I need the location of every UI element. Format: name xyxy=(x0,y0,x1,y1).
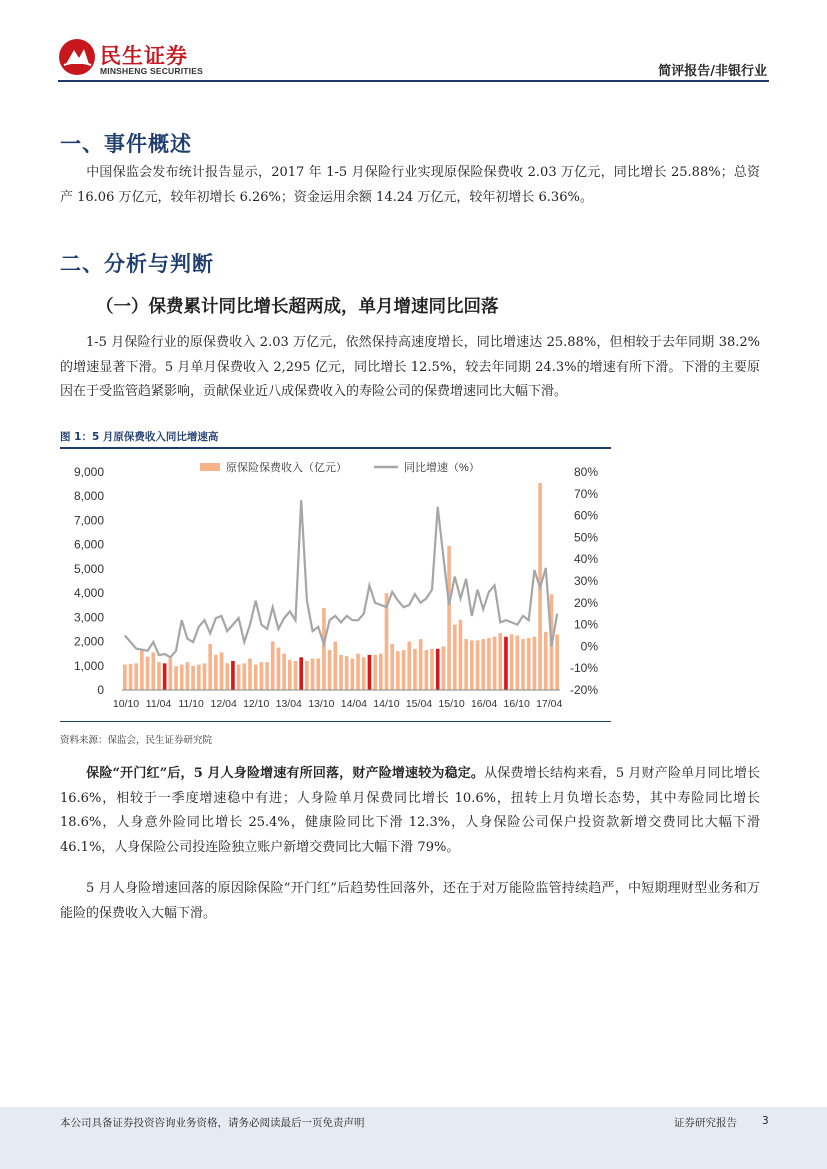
left-axis xyxy=(74,465,104,697)
left-axis-tick-label: 6,000 xyxy=(73,537,104,552)
premium-bar xyxy=(390,644,394,690)
x-axis-tick-label: 12/04 xyxy=(210,698,237,710)
premium-bar xyxy=(311,659,315,690)
premium-bar xyxy=(430,649,434,690)
premium-bar xyxy=(123,665,127,690)
premium-bar xyxy=(533,637,537,690)
premium-bar xyxy=(169,659,173,690)
right-axis xyxy=(570,465,598,697)
premium-bar xyxy=(231,661,235,690)
premium-bar xyxy=(237,665,241,690)
premium-bar xyxy=(191,666,195,690)
premium-bar xyxy=(322,608,326,690)
premium-bar xyxy=(129,664,133,690)
right-axis-tick-label: 0% xyxy=(580,639,598,654)
premium-bar xyxy=(368,655,372,690)
brand-name-en: MINSHENG SECURITIES xyxy=(100,66,203,76)
right-axis-tick-label: 10% xyxy=(573,617,598,632)
premium-bar xyxy=(316,659,320,690)
premium-bar xyxy=(527,638,531,690)
premium-bar xyxy=(379,654,383,690)
premium-bar xyxy=(504,637,508,690)
premium-bar xyxy=(328,650,332,690)
premium-bar xyxy=(254,665,258,690)
brand-logo xyxy=(58,38,218,82)
chart-legend xyxy=(200,460,480,474)
premium-bar xyxy=(282,654,286,690)
premium-bar xyxy=(362,657,366,690)
premium-bar xyxy=(271,642,275,690)
right-axis-tick-label: 20% xyxy=(573,595,598,610)
premium-bar xyxy=(203,663,207,690)
x-axis-tick-label: 10/10 xyxy=(112,698,140,710)
premium-growth-chart xyxy=(60,452,611,718)
x-axis xyxy=(113,690,563,710)
right-axis-tick-label: 40% xyxy=(573,552,598,567)
x-axis-tick-label: 12/10 xyxy=(243,698,270,710)
figure-title: 图 1：5 月原保费收入同比增速高 xyxy=(60,431,219,443)
premium-bar xyxy=(288,660,292,690)
left-axis-tick-label: 7,000 xyxy=(73,513,104,528)
right-axis-tick-label: 60% xyxy=(573,508,598,523)
premium-bar xyxy=(174,666,178,690)
subsection-1-title: （一）保费累计同比增长超两成，单月增速同比回落 xyxy=(96,297,499,317)
premium-bar xyxy=(470,640,474,690)
right-axis-tick-label: 70% xyxy=(573,486,598,501)
legend-premium-label: 原保险保费收入（亿元） xyxy=(226,462,347,474)
premium-bar xyxy=(208,644,212,690)
x-axis-tick-label: 11/10 xyxy=(178,698,204,710)
x-axis-tick-label: 15/04 xyxy=(405,698,433,710)
premium-bar xyxy=(180,665,184,690)
premium-bar xyxy=(407,642,411,690)
legend-growth-label: 同比增速（%） xyxy=(404,462,480,474)
premium-bar xyxy=(481,639,485,690)
premium-bar xyxy=(134,663,138,690)
footer-label: 证券研究报告 xyxy=(674,1117,737,1129)
premium-bar xyxy=(555,634,559,690)
premium-bar xyxy=(516,636,520,691)
section-1-title: 一、事件概述 xyxy=(60,132,192,156)
x-axis-tick-label: 16/10 xyxy=(503,698,530,710)
footer-disclaimer: 本公司具备证券投资咨询业务资格，请务必阅读最后一页免责声明 xyxy=(60,1117,365,1129)
section-1-text: 中国保监会发布统计报告显示，2017 年 1-5 月保险行业实现原保险保费收 2.03 万亿元，同比增长 25.88%；总资产 16.06 万亿元，较年初增长 6.26%；资金运用余额 14.24 万亿元，较年初增长 6.36%。 xyxy=(60,165,760,205)
premium-bar xyxy=(294,661,298,690)
x-axis-tick-label: 13/04 xyxy=(275,698,302,710)
figure-source: 资料来源：保监会，民生证券研究院 xyxy=(60,735,213,746)
x-axis-tick-label: 13/10 xyxy=(308,698,335,710)
left-axis-tick-label: 2,000 xyxy=(73,634,104,649)
legend-bar-swatch xyxy=(200,463,220,471)
x-axis-tick-label: 16/04 xyxy=(470,698,498,710)
premium-bar xyxy=(248,659,252,690)
premium-bar xyxy=(493,637,497,690)
brand-name-cn: 民生证券 xyxy=(100,44,188,68)
page-header xyxy=(0,0,827,84)
premium-bar xyxy=(419,639,423,690)
x-axis-tick-label: 14/10 xyxy=(373,698,400,710)
right-axis-tick-label: -10% xyxy=(569,661,598,676)
premium-bar xyxy=(510,634,514,690)
premium-bar xyxy=(186,662,190,690)
premium-bar xyxy=(339,655,343,690)
figure-top-rule xyxy=(60,447,611,449)
premium-bar xyxy=(453,625,457,690)
section-1-paragraph xyxy=(60,161,760,210)
header-divider xyxy=(58,80,769,82)
paragraph-2-lead: 保险“开门红”后，5 月人身险增速有所回落，财产险增速较为稳定。 xyxy=(86,766,485,781)
premium-bar xyxy=(299,657,303,690)
premium-bar xyxy=(521,639,525,690)
minsheng-logo-icon xyxy=(58,38,96,76)
premium-bar xyxy=(163,663,167,690)
paragraph-3-text: 5 月人身险增速回落的原因除保险“开门红”后趋势性回落外，还在于对万能险监管持续趋严，中短期理财型业务和万能险的保费收入大幅下滑。 xyxy=(60,881,760,921)
paragraph-2-text: 从保费增长结构来看，5 月财产险单月同比增长 16.6%，相较于一季度增速稳中有进；人身险单月保费同比增长 10.6%，扭转上月负增长态势，其中寿险同比增长 18.6%，人身意外险同比增长 25.4%，健康险同比下滑 12.3%，人身保险公司保户投资款新增交费同比大幅下滑 46.1%，人身保险公司投连险独立账户新增交费同比大幅下滑 79%。 xyxy=(60,766,760,855)
premium-bar xyxy=(260,662,264,690)
subsection-1-paragraph-2 xyxy=(60,762,760,860)
premium-bar xyxy=(425,650,429,690)
premium-bar xyxy=(265,662,269,690)
premium-bar xyxy=(476,640,480,690)
right-axis-tick-label: 50% xyxy=(573,530,598,545)
right-axis-tick-label: 30% xyxy=(573,574,598,588)
premium-bar xyxy=(447,546,451,690)
subsection-1-paragraph xyxy=(60,331,760,405)
premium-bar xyxy=(487,638,491,690)
subsection-1-paragraph-3 xyxy=(60,877,760,926)
premium-bar xyxy=(396,651,400,690)
premium-bar xyxy=(333,642,337,690)
left-axis-tick-label: 9,000 xyxy=(73,465,104,479)
left-axis-tick-label: 4,000 xyxy=(73,586,104,601)
left-axis-tick-label: 5,000 xyxy=(73,561,104,576)
premium-bar xyxy=(498,633,502,690)
premium-bar xyxy=(197,665,201,690)
x-axis-tick-label: 15/10 xyxy=(438,698,465,710)
premium-bar xyxy=(356,654,360,690)
left-axis-tick-label: 0 xyxy=(97,683,104,697)
left-axis-tick-label: 8,000 xyxy=(73,489,104,504)
x-axis-tick-label: 17/04 xyxy=(536,698,563,710)
premium-bar xyxy=(146,657,150,690)
x-axis-tick-label: 14/04 xyxy=(340,698,368,710)
premium-bar xyxy=(157,662,161,690)
premium-bar xyxy=(544,632,548,690)
x-axis-tick-label: 11/04 xyxy=(145,698,172,710)
premium-bar xyxy=(140,649,144,690)
premium-bar xyxy=(151,652,155,690)
premium-bar xyxy=(413,649,417,690)
premium-bar xyxy=(464,639,468,690)
figure-bottom-rule xyxy=(60,721,611,722)
premium-bar xyxy=(345,656,349,690)
premium-bar xyxy=(373,655,377,690)
premium-bar xyxy=(305,661,309,690)
premium-bar xyxy=(442,646,446,690)
page-number: 3 xyxy=(762,1115,769,1127)
premium-bar xyxy=(214,655,218,690)
premium-bar xyxy=(220,652,224,690)
section-2-title: 二、分析与判断 xyxy=(60,252,214,276)
premium-bar xyxy=(277,648,281,690)
premium-bar xyxy=(436,649,440,690)
premium-bar xyxy=(402,650,406,690)
right-axis-tick-label: 80% xyxy=(573,465,598,479)
report-type: 简评报告/非银行业 xyxy=(658,64,767,79)
right-axis-tick-label: -20% xyxy=(569,683,598,697)
subsection-1-text: 1-5 月保险行业的原保费收入 2.03 万亿元，依然保持高速度增长，同比增速达 25.88%，但相较于去年同期 38.2%的增速显著下滑。5 月单月保费收入 2,295 亿元，同比增长 12.5%，较去年同期 24.3%的增速有所下滑。下滑的主要原因在于受监管趋紧影响，贡献保业近八成保费收入的寿险公司的保费增速同比大幅下滑。 xyxy=(60,335,760,400)
left-axis-tick-label: 3,000 xyxy=(73,610,104,625)
left-axis-tick-label: 1,000 xyxy=(73,658,104,673)
premium-bar xyxy=(351,659,355,690)
premium-bar xyxy=(459,620,463,690)
growth-line xyxy=(125,500,557,657)
premium-bar xyxy=(242,663,246,690)
premium-bar xyxy=(225,663,229,690)
